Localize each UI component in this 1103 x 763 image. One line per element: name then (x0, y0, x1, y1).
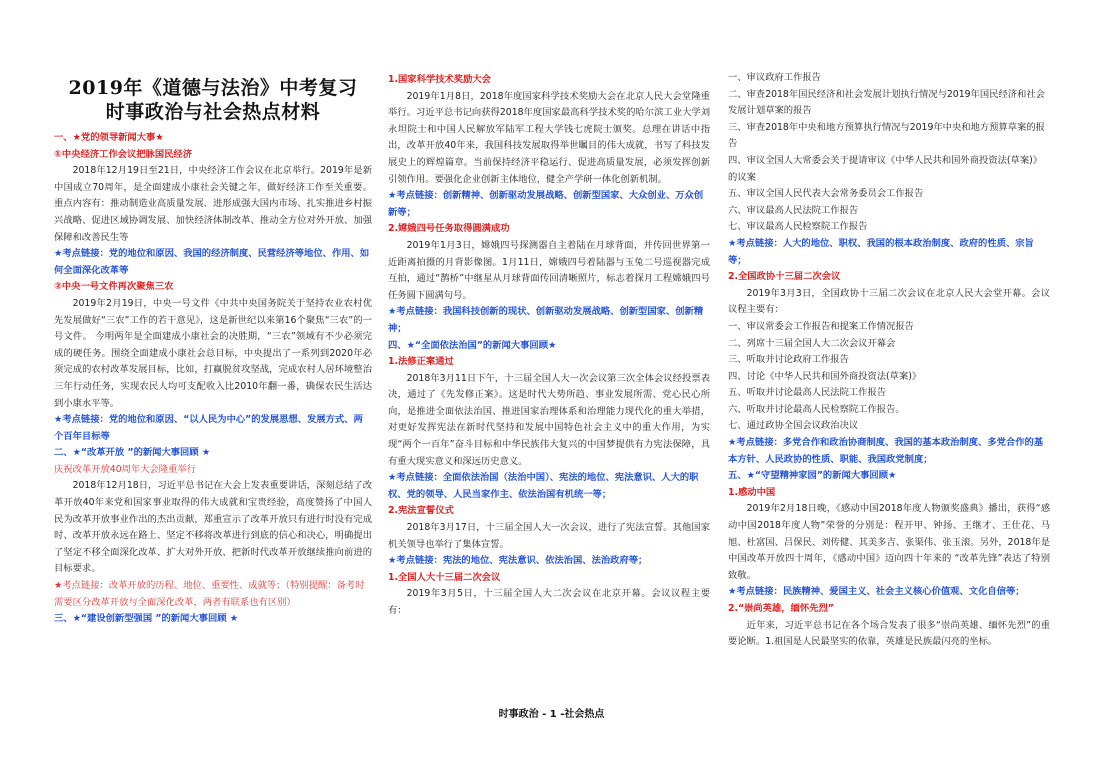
paragraph: 2019年1月3日，嫦娥四号探测器自主着陆在月球背面，并传回世界第一近距离拍摄的月背影像图。1月11日，嫦娥四号着陆器与玉兔二号巡视器完成互拍，通过“鹊桥”中继星从月球背面传回清晰照片，标志着探月工程嫦娥四号任务圆下圆满句号。 (388, 239, 710, 301)
paragraph: 2018年3月11日下午，十三届全国人大一次会议第三次全体会议经投票表决，通过了《先发修正案》。这是时代大势所趋、事业发展所需、党心民心所向，是推进全面依法治国、推进国家治理体系和治理能力现代化的重大举措，对更好发挥宪法在新时代坚持和发展中国特色社会主义中的重大作用，为实现“两个一百年”奋斗目标和中华民族伟大复兴的中国梦提供有力宪法保障，具有重大现实意义和深远历史意义。 (388, 372, 710, 467)
page-footer: 时事政治 - 1 -社会热点 (498, 709, 605, 720)
column-right-content (728, 70, 1050, 651)
paragraph: 五、★“守望精神家园”的新闻大事回顾★ (728, 470, 897, 482)
paragraph: 2018年3月17日，十三届全国人大一次会议，进行了宪法宣誓。其他国家机关领导也举行了集体宣誓。 (388, 522, 710, 550)
paragraph: 1.感动中国 (728, 486, 776, 498)
paragraph: 近年来，习近平总书记在各个场合发表了很多“崇尚英雄、缅怀先烈”的重要论断。1.祖国是人民最坚实的依靠，英雄是民族最闪亮的坐标。 (728, 619, 1050, 648)
title-line-1: 2019年《道德与法治》中考复习 (68, 77, 358, 99)
paragraph: 2019年1月8日，2018年度国家科学技术奖励大会在北京人民大会堂隆重举行。习近平总书记向获得2018年度国家最高科学技术奖的哈尔滨工业大学刘永坦院士和中国人民解放军陆军工程大学钱七虎院士颁奖。总理在讲话中指出，改革开放40年来，我国科技发展取得举世瞩目的伟大成就，书写了科技发展史上的辉煌篇章。当前保持经济平稳运行、促进高质量发展，必须发挥创新引领作用。要强化企业创新主体地位，健全产学研一体化创新机制。 (388, 90, 710, 185)
title-line-2: 时事政治与社会热点材料 (105, 101, 321, 123)
paragraph: 三、听取并讨论政府工作报告 (728, 354, 849, 366)
paragraph: ★考点链接：人大的地位、职权、我国的根本政治制度、政府的性质、宗旨等； (728, 237, 1034, 266)
column-right (728, 70, 1050, 651)
column-left-content (54, 130, 372, 628)
paragraph: ★考点链接：改革开放的历程、地位、重要性、成就等；（特别提醒：备考时需要区分改革开放与全面深化改革，两者有联系也有区别） (54, 580, 365, 608)
paragraph: 四、★“全面依法治国”的新闻大事回顾★ (388, 339, 557, 351)
paragraph: 2019年3月3日，全国政协十三届二次会议在北京人民大会堂开幕。会议议程主要有： (728, 287, 1050, 316)
paragraph: 2018年12月19日至21日，中央经济工作会议在北京举行。2019年是新中国成立70周年，是全面建成小康社会关键之年，做好经济工作至关重要。重点内容有：推动制造业高质量发展、进形成强大国内市场、扎实推进乡村振兴战略、促进区域协调发展、加快经济体制改革、推动全方位对外开放、加强保障和改善民生等 (54, 165, 372, 243)
paragraph: 七、通过政协全国会议政治决议 (728, 420, 859, 432)
paragraph: 2019年2月19日，中央一号文件《中共中央国务院关于坚持农业农村优先发展做好“三农”工作的若干意见》，这是新世纪以来第16个聚焦“三农”的一号文件。 今明两年是全面建成小康社会的决胜期，“三农”领域有不少必须完成的硬任务。围绕全面建成小康社会总目标，中央提出了一系列到2020年必须完成的农村改革发展目标，比如，打赢脱贫攻坚战，完成农村人居环境整治三年行动任务，实现农民人均可支配收入比2010年翻一番，确保农民生活达到小康水平等。 (54, 297, 372, 409)
paragraph: 六、审议最高人民法院工作报告 (728, 204, 859, 216)
paragraph: 二、★“改革开放 ”的新闻大事回顾 ★ (54, 447, 211, 459)
paragraph: 一、★党的领导新闻大事★ (54, 132, 164, 143)
paragraph: ★考点链接：创新精神、创新驱动发展战略、创新型国家、大众创业、万众创新等； (388, 190, 704, 218)
paragraph: 一、审议常委会工作报告和提案工作情况报告 (728, 320, 914, 332)
paragraph: ★考点链接：我国科技创新的现状、创新驱动发展战略、创新型国家、创新精神； (388, 306, 704, 334)
paragraph: ★考点链接：民族精神、爱国主义、社会主义核心价值观、文化自信等； (728, 586, 1025, 598)
paragraph: 七、审议最高人民检察院工作报告 (728, 221, 868, 233)
paragraph: 三、审查2018年中央和地方预算执行情况与2019年中央和地方预算草案的报告 (728, 121, 1045, 150)
column-left (54, 76, 372, 628)
paragraph: 三、★“建设创新型强国 ”的新闻大事回顾 ★ (54, 613, 239, 625)
paragraph: 庆祝改革开放40周年大会隆重举行 (54, 463, 196, 475)
paragraph: 六、听取并讨论最高人民检察院工作报告。 (728, 403, 905, 415)
paragraph: 四、审议全国人大常委会关于提请审议《中华人民共和国外商投资法(草案)》的议案 (728, 154, 1043, 183)
paragraph: ★考点链接：全面依法治国（法治中国）、宪法的地位、宪法意识、人大的职权、党的领导、人民当家作主、依法治国有机统一等； (388, 472, 699, 500)
paragraph: 2.宪法宣誓仪式 (388, 505, 454, 517)
paragraph: 2019年3月5日，十三届全国人大二次会议在北京开幕。会议议程主要有： (388, 588, 710, 616)
paragraph: ②中央一号文件再次聚焦三农 (54, 281, 174, 293)
paragraph: 五、听取并讨论最高人民法院工作报告 (728, 387, 887, 399)
paragraph: 二、审查2018年国民经济和社会发展计划执行情况与2019年国民经济和社会发展计划草案的报告 (728, 88, 1045, 117)
paragraph: ★考点链接：党的地位和原因、“以人民为中心”的发展思想、发展方式、两个百年目标等 (54, 414, 363, 442)
paragraph: ①中央经济工作会议把脉国民经济 (54, 148, 193, 160)
paragraph: 二、列席十三届全国人大二次会议开幕会 (728, 337, 896, 349)
paragraph: 五、审议全国人民代表大会常务委员会工作报告 (728, 188, 924, 200)
paragraph: 2.全国政协十三届二次会议 (728, 271, 841, 283)
paragraph: ★考点链接：宪法的地位、宪法意识、依法治国、法治政府等； (388, 555, 648, 567)
paragraph: 1.法修正案通过 (388, 356, 454, 368)
paragraph: 1.国家科学技术奖励大会 (388, 74, 491, 85)
column-middle-content (388, 72, 710, 620)
paragraph: 四、讨论《中华人民共和国外商投资法(草案)》 (728, 370, 922, 382)
paragraph: 2.“崇尚英雄，缅怀先烈” (728, 603, 834, 614)
paragraph: ★考点链接：党的地位和原因、我国的经济制度、民营经济等地位、作用、如何全面深化改革等 (54, 248, 370, 276)
column-middle (388, 72, 710, 620)
paragraph: 2019年2月18日晚，《感动中国2018年度人物颁奖盛典》播出，获得“感动中国2018年度人物”荣誉的分别是：程开甲、钟扬、王继才、王仕花、马旭、杜富国、吕保民、刘传健、其美多吉、张渠伟、张玉滚。另外，2018年是中国改革开放四十周年，《感动中国》迈向四十年来的 “改革先锋”表达了特别致敬。 (728, 503, 1050, 581)
paragraph: 1.全国人大十三届二次会议 (388, 571, 501, 583)
paragraph: 2.嫦娥四号任务取得圆满成功 (388, 223, 510, 235)
paragraph: ★考点链接：多党合作和政治协商制度、我国的基本政治制度、多党合作的基本方针、人民政协的性质、职能、我国政党制度； (728, 437, 1044, 465)
paragraph: 2018年12月18日，习近平总书记在大会上发表重要讲话，深刻总结了改革开放40年来党和国家事业取得的伟大成就和宝贵经验，高度赞扬了中国人民为改革开放事业作出的杰出贡献，郑重宣示了改革开放只有进行时没有完成时、改革开放永远在路上、坚定不移将改革进行到底的信心和决心，明确提出了坚定不移全面深化改革、扩大对外开放、把新时代改革开放继续推向前进的目标要求。 (54, 480, 372, 575)
paragraph: 一、审议政府工作报告 (728, 72, 821, 83)
